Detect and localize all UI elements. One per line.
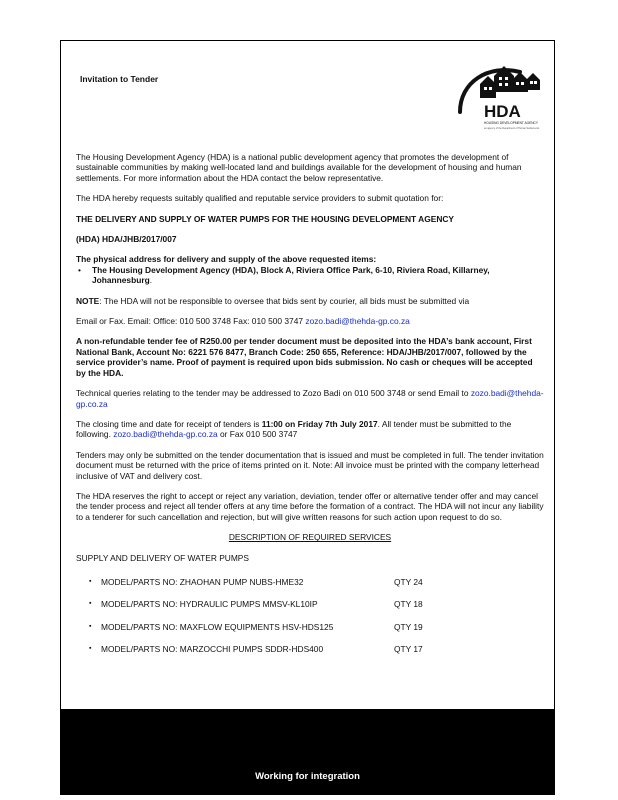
service-qty: QTY 18	[394, 599, 423, 610]
tender-document	[60, 40, 555, 795]
request-paragraph: The HDA hereby requests suitably qualified and reputable service providers to submit quotation for:	[76, 193, 444, 204]
services-list	[76, 577, 544, 655]
service-model: MODEL/PARTS NO: MARZOCCHI PUMPS SDDR-HDS400	[101, 644, 324, 655]
document-heading: Invitation to Tender	[80, 74, 159, 84]
service-model: MODEL/PARTS NO: ZHAOHAN PUMP NUBS-HME32	[101, 576, 304, 587]
service-item	[76, 644, 544, 654]
services-heading: DESCRIPTION OF REQUIRED SERVICES	[228, 532, 392, 543]
hda-logo	[454, 56, 549, 134]
closing-mid: . All tender must be submitted to the following.	[76, 418, 512, 440]
logo-subtitle: HOUSING DEVELOPMENT AGENCY	[484, 121, 538, 125]
address-list	[76, 265, 544, 286]
service-qty: QTY 17	[394, 644, 423, 655]
intro-paragraph: The Housing Development Agency (HDA) is a national public development agency that promotes the development of sustainable communities by making well-located land and buildings available for the development of housing and human settlements. For more information about the HDA contact the below representative.	[76, 152, 522, 183]
closing-post: or Fax 010 500 3747	[217, 429, 298, 440]
fee-paragraph: A non-refundable tender fee of R250.00 per tender document must be deposited into the HDA’s bank account, First National Bank, Account No: 6221 576 8477, Branch Code: 250 655, Reference: HDA/JHB/2017/007, followed by the service provider’s name. Proof of payment is required upon bids submission. No cash or cheques will be accepted by the HDA.	[76, 336, 533, 378]
logo-brand: HDA	[484, 102, 521, 121]
note-text: : The HDA will not be responsible to oversee that bids sent by courier, all bids must be submitted via	[99, 295, 470, 306]
address-item	[76, 265, 544, 286]
document-body	[76, 152, 544, 667]
service-qty: QTY 19	[394, 621, 423, 632]
tender-reference: (HDA) HDA/JHB/2017/007	[76, 234, 177, 245]
contact-email-link[interactable]: zozo.badi@thehda-gp.co.za	[305, 316, 410, 327]
closing-time: 11:00 on Friday 7th July 2017	[261, 418, 378, 429]
service-model: MODEL/PARTS NO: MAXFLOW EQUIPMENTS HSV-HDS125	[101, 621, 334, 632]
address-end: .	[149, 275, 153, 286]
tender-title: THE DELIVERY AND SUPPLY OF WATER PUMPS FOR THE HOUSING DEVELOPMENT AGENCY	[76, 213, 454, 224]
footer-band	[61, 709, 554, 794]
service-item	[76, 599, 544, 609]
reserves-paragraph: The HDA reserves the right to accept or reject any variation, deviation, tender offer or alternative tender offer and may cancel the tender process and reject all tender offers at any time before the formation of a contract. The HDA will not incur any liability to a tenderer for such cancellation and rejection, but will give written reasons for such action upon request to do so.	[76, 490, 544, 522]
service-model: MODEL/PARTS NO: HYDRAULIC PUMPS MMSV-KL10IP	[101, 599, 318, 610]
contact-text: Email or Fax. Email: Office: 010 500 3748 Fax: 010 500 3747	[76, 316, 306, 327]
service-item	[76, 622, 544, 632]
note-label: NOTE	[76, 295, 100, 306]
documentation-paragraph: Tenders may only be submitted on the tender documentation that is issued and must be completed in full. The tender invitation document must be returned with the price of items printed on it. Note: All invoice must be printed with the company letterhead inclusive of VAT and delivery cost.	[76, 449, 544, 481]
technical-paragraph	[76, 388, 544, 409]
closing-paragraph	[76, 419, 544, 440]
service-qty: QTY 24	[394, 576, 423, 587]
footer-slogan: Working for integration	[255, 771, 360, 782]
services-subheading: SUPPLY AND DELIVERY OF WATER PUMPS	[76, 552, 249, 563]
service-item	[76, 577, 544, 587]
address-heading: The physical address for delivery and supply of the above requested items:	[76, 254, 377, 265]
closing-pre: The closing time and date for receipt of tenders is	[76, 418, 262, 429]
note-paragraph	[76, 296, 544, 306]
contact-paragraph	[76, 316, 544, 326]
address-line: The Housing Development Agency (HDA), Block A, Riviera Office Park, 6-10, Riviera Road, Killarney, Johannesburg	[92, 264, 490, 286]
technical-email-link[interactable]: zozo.badi@thehda-gp.co.za	[76, 388, 544, 409]
closing-email-link[interactable]: zozo.badi@thehda-gp.co.za	[113, 429, 218, 440]
logo-tagline: an agency of the Department of Human Settlements	[484, 127, 540, 130]
technical-text: Technical queries relating to the tender may be addressed to Zozo Badi on 010 500 3748 or send Email to	[76, 388, 469, 399]
